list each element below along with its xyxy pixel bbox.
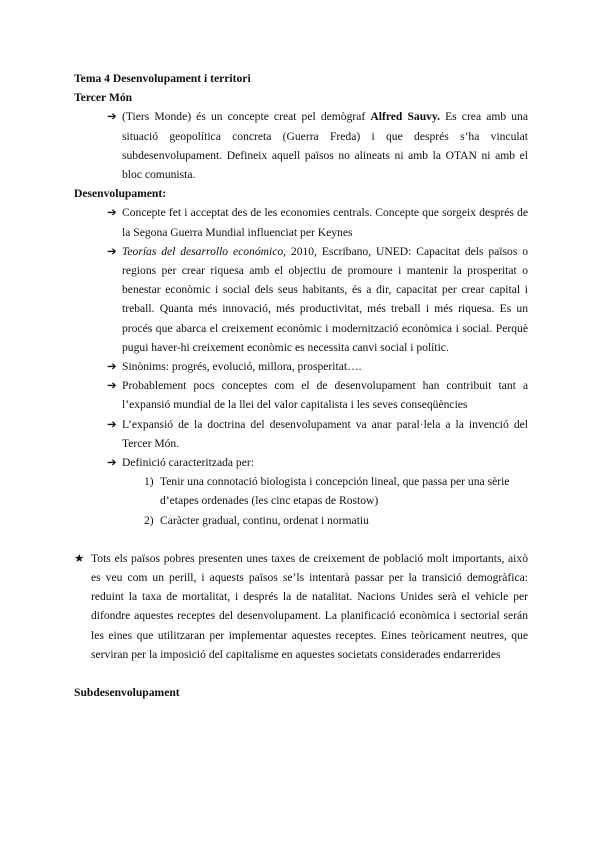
bullet-expansio (107, 415, 528, 453)
text: , 2010, Escribano, UNED: Capacitat dels països o regions per crear riquesa amb el objectiu de promoure i mantenir la prosperitat o benestar econòmic i social dels seus habitants, és a dir, capacitat per crear capital i treball. Quanta més innovació, més productivitat, més treball i més riquesa. Es un procés que abarca el creixement econòmic i modernització econòmica i social. Perquè pugui haver-hi creixement econòmic es necessita canvi social i polític. (122, 244, 528, 354)
text: Concepte fet i acceptat des de les economies centrals. Concepte que sorgeix després de la Segona Guerra Mundial influenciat per Keynes (122, 206, 528, 239)
arrow-bullet-icon: ➔ (107, 456, 117, 470)
text: Probablement pocs conceptes com el de desenvolupament han contribuit tant a l’expansió mundial de la llei del valor capitalista i les seves conseqüències (122, 379, 528, 412)
bullet-concepte (107, 203, 528, 241)
arrow-bullet-icon: ➔ (107, 417, 117, 431)
text: Es crea amb una situació geopolítica concreta (Guerra Freda) i que després s’ha vinculat subdesenvolupament. Defineix aquell països no alineats ni amb la OTAN ni amb el bloc comunista. (122, 110, 528, 182)
arrow-bullet-icon: ➔ (107, 360, 117, 374)
list-number: 1) (144, 475, 154, 489)
heading-tercer-mon: Tercer Món (74, 91, 133, 105)
star-paragraph (74, 549, 528, 664)
numbered-item-2 (144, 511, 528, 530)
arrow-bullet-icon: ➔ (107, 244, 117, 258)
list-number: 2) (144, 513, 154, 527)
text: Tots els països pobres presenten unes taxes de creixement de població molt importants, això es veu com un perill, i aquests països se’ls intentarà passar per la transició demogràfica: reduint la taxa de mortalitat, i després la de natalitat. Nacions Unides serà el vehicle per difondre aquestes receptes del desenvolupament. La planificació econòmica i sectorial serán les eines que utilitzaran per implementar aquestes receptes. Eines teòricament neutres, que serviran per la imposició del capitalisme en aquestes societats considerades endarrerides (91, 551, 528, 661)
text: Definició caracteritzada per: (122, 456, 254, 470)
arrow-bullet-icon: ➔ (107, 206, 117, 220)
spacer (74, 530, 528, 549)
text: Caràcter gradual, continu, ordenat i normatiu (160, 513, 369, 527)
bullet-tercer-mon (107, 107, 528, 184)
bullet-sinonims (107, 357, 528, 376)
heading-subdesenvolupament: Subdesenvolupament (74, 686, 180, 700)
star-bullet-icon: ★ (74, 551, 85, 565)
arrow-bullet-icon: ➔ (107, 379, 117, 393)
text: Sinònims: progrés, evolució, millora, prosperitat…. (122, 360, 362, 374)
bullet-teorias (107, 242, 528, 357)
author-name: Alfred Sauvy. (370, 110, 440, 124)
document-title: Tema 4 Desenvolupament i territori (74, 72, 251, 85)
heading-desenvolupament: Desenvolupament: (74, 187, 167, 201)
book-title: Teorías del desarrollo económico (122, 244, 284, 258)
numbered-item-1 (144, 472, 528, 510)
bullet-definicio (107, 453, 528, 472)
text: L’expansió de la doctrina del desenvolupament va anar paral·lela a la invenció del Tercer Món. (122, 417, 528, 450)
arrow-bullet-icon: ➔ (107, 110, 117, 124)
document-body (74, 69, 528, 702)
bullet-probablement (107, 376, 528, 414)
text: Tenir una connotació biologista i concepción lineal, que passa per una sèrie d’etapes ordenades (les cinc etapas de Rostow) (160, 475, 510, 508)
spacer (74, 664, 528, 683)
text: (Tiers Monde) és un concepte creat pel demògraf (122, 110, 371, 124)
